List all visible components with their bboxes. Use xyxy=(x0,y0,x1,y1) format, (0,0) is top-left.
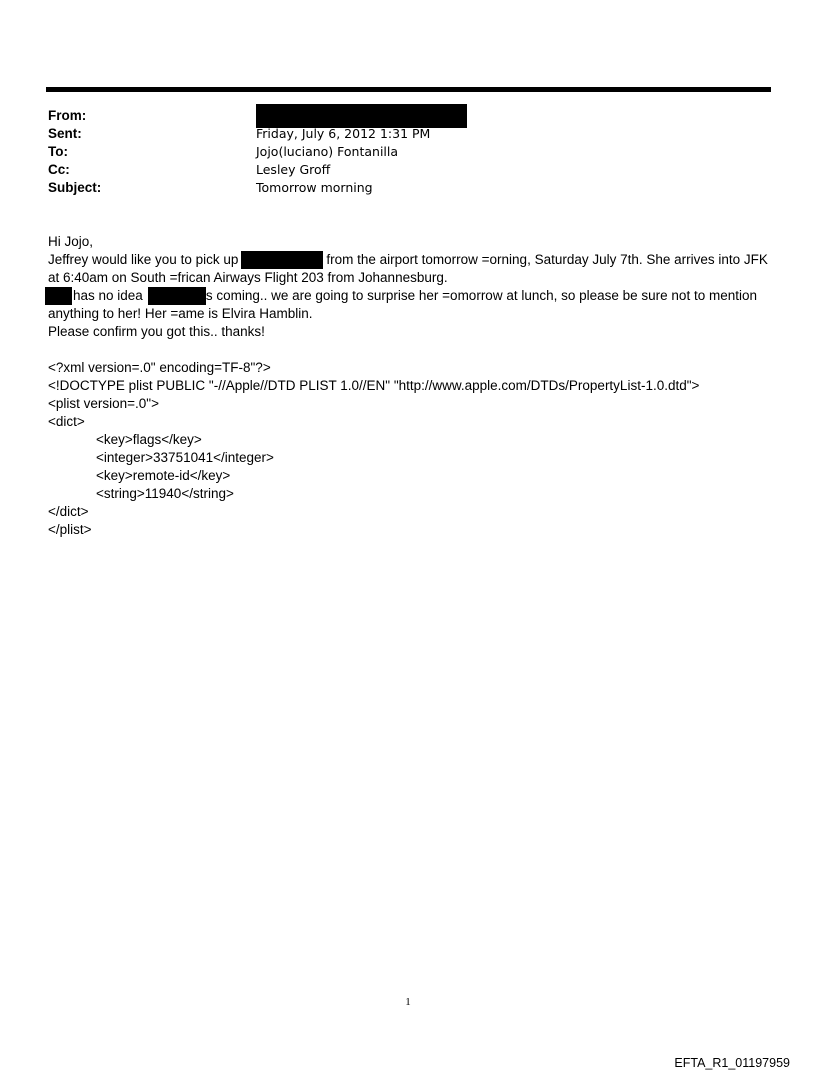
redaction-block xyxy=(45,287,72,305)
xml-line: <!DOCTYPE plist PUBLIC "-//Apple//DTD PLIST 1.0//EN" "http://www.apple.com/DTDs/PropertyList-1.0.dtd"> xyxy=(48,378,700,393)
xml-line: </dict> xyxy=(48,504,89,519)
body-line-1-end: from the airport tomorrow =orning, Saturday July 7th. She arrives into JFK xyxy=(326,252,768,267)
body-line-4: anything to her! Her =ame is Elvira Hamblin. xyxy=(48,306,313,321)
cc-label: Cc: xyxy=(48,162,70,177)
body-line-2: at 6:40am on South =frican Airways Flight 203 from Johannesburg. xyxy=(48,270,448,285)
to-label: To: xyxy=(48,144,68,159)
body-line-3-start: has no idea xyxy=(73,288,143,303)
subject-label: Subject: xyxy=(48,180,102,195)
xml-line: <key>remote-id</key> xyxy=(96,468,231,483)
xml-line: <?xml version=.0" encoding=TF-8"?> xyxy=(48,360,271,375)
page-number: 1 xyxy=(405,996,411,1008)
email-body xyxy=(48,233,778,539)
body-line-3-end: s coming.. we are going to surprise her =omorrow at lunch, so please be sure not to mention xyxy=(205,288,757,303)
xml-line: <string>11940</string> xyxy=(96,486,234,501)
body-line-1-start: Jeffrey would like you to pick up xyxy=(48,252,239,267)
body-line-1 xyxy=(48,251,778,269)
xml-line: </plist> xyxy=(48,522,92,537)
top-rule xyxy=(46,87,771,92)
body-line-3 xyxy=(48,287,778,305)
cc-value: Lesley Groff xyxy=(256,162,331,177)
subject-value: Tomorrow morning xyxy=(256,180,373,195)
greeting: Hi Jojo, xyxy=(48,234,94,249)
blank-line xyxy=(48,341,778,359)
body-line-5: Please confirm you got this.. thanks! xyxy=(48,324,265,339)
bates-number: EFTA_R1_01197959 xyxy=(674,1056,790,1070)
xml-line: <integer>33751041</integer> xyxy=(96,450,274,465)
xml-line: <key>flags</key> xyxy=(96,432,202,447)
to-value: Jojo(luciano) Fontanilla xyxy=(256,144,399,159)
redaction-block xyxy=(241,251,323,269)
sent-value: Friday, July 6, 2012 1:31 PM xyxy=(256,126,431,141)
from-label: From: xyxy=(48,108,87,123)
xml-line: <dict> xyxy=(48,414,85,429)
xml-line: <plist version=.0"> xyxy=(48,396,159,411)
sent-label: Sent: xyxy=(48,126,82,141)
redaction-block xyxy=(148,287,206,305)
